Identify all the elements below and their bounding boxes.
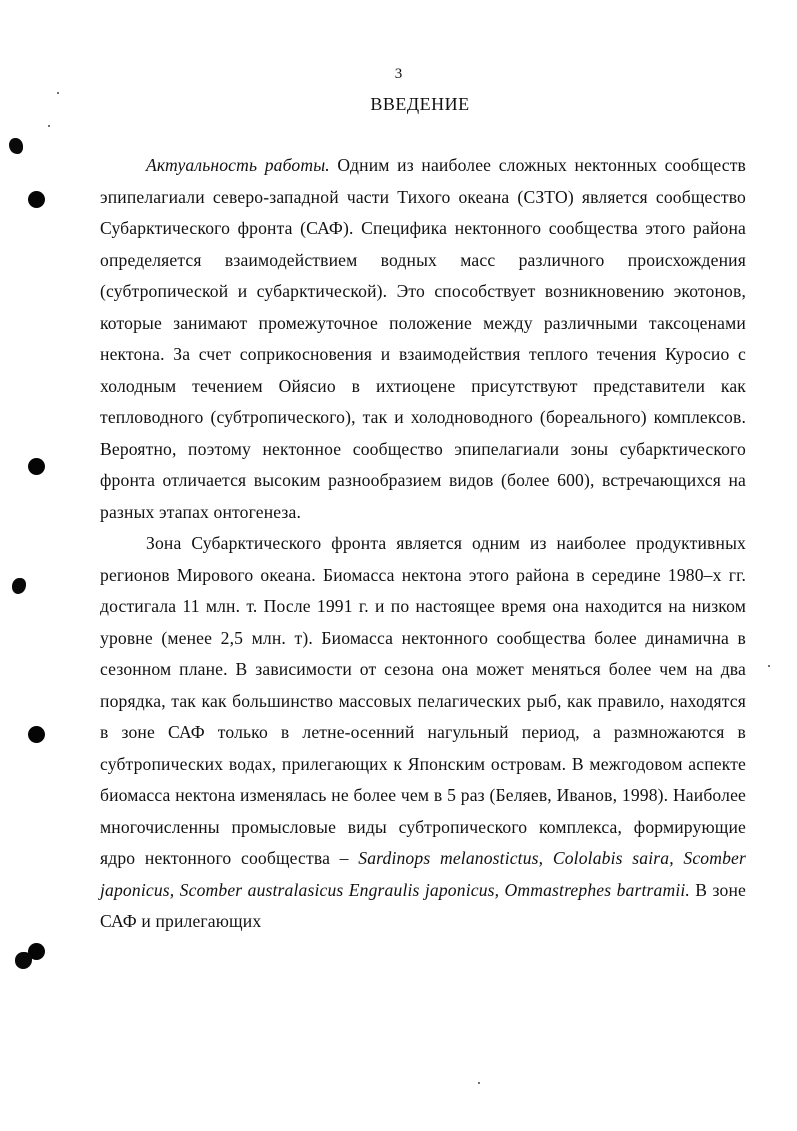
ink-blot <box>12 578 26 594</box>
punch-hole <box>28 191 45 208</box>
page-number: 3 <box>394 66 403 82</box>
punch-hole <box>28 726 45 743</box>
punch-hole <box>28 458 45 475</box>
scan-speck <box>57 92 59 94</box>
body-text <box>100 150 746 938</box>
relevance-lead: Актуальность работы. <box>146 155 330 175</box>
scan-speck <box>48 125 50 127</box>
scan-speck <box>768 665 770 667</box>
scan-speck <box>478 1082 480 1084</box>
paragraph-relevance <box>100 150 746 528</box>
ink-blot <box>15 952 32 969</box>
ink-blot <box>9 138 23 154</box>
paragraph-subarctic-front <box>100 528 746 938</box>
page-title: ВВЕДЕНИЕ <box>370 94 470 114</box>
subarctic-front-text: Зона Субарктического фронта является одним из наиболее продуктивных регионов Мирового океана. Биомасса нектона этого района в середине 1980–х гг. достигала 11 млн. т. После 1991 г. и по настоящее время она находится на низком уровне (менее 2,5 млн. т). Биомасса нектонного сообщества более динамична в сезонном плане. В зависимости от сезона она может меняться более чем на два порядка, так как большинство массовых пелагических рыб, как правило, находятся в зоне САФ только в летне-осенний нагульный период, а размножаются в субтропических водах, прилегающих к Японским островам. В межгодовом аспекте биомасса нектона изменялась не более чем в 5 раз (Беляев, Иванов, 1998). Наиболее многочисленны промысловые виды субтропического комплекса, формирующие ядро нектонного сообщества – <box>100 533 746 868</box>
subarctic-front-continuation: В зоне САФ и прилегающих <box>100 879 747 931</box>
species-list: Sardinops melanostictus, Cololabis saira, Scomber japonicus, Scomber australasicus Engraulis japonicus, Ommastrephes bartramii. <box>100 848 746 900</box>
relevance-text: Одним из наиболее сложных нектонных сообществ эпипелагиали северо-западной части Тихого океана (СЗТО) является сообщество Субарктического фронта (САФ). Специфика нектонного сообщества этого района определяется взаимодействием водных масс различного происхождения (субтропической и субарктической). Это способствует возникновению экотонов, которые занимают промежуточное положение между различными таксоценами нектона. За счет соприкосновения и взаимодействия теплого течения Куросио с холодным течением Ойясио в ихтиоцене присутствуют представители как тепловодного (субтропического), так и холодноводного (бореального) комплексов. Вероятно, поэтому нектонное сообщество эпипелагиали зоны субарктического фронта отличается высоким разнообразием видов (более 600), встречающихся на разных этапах онтогенеза. <box>100 155 746 522</box>
